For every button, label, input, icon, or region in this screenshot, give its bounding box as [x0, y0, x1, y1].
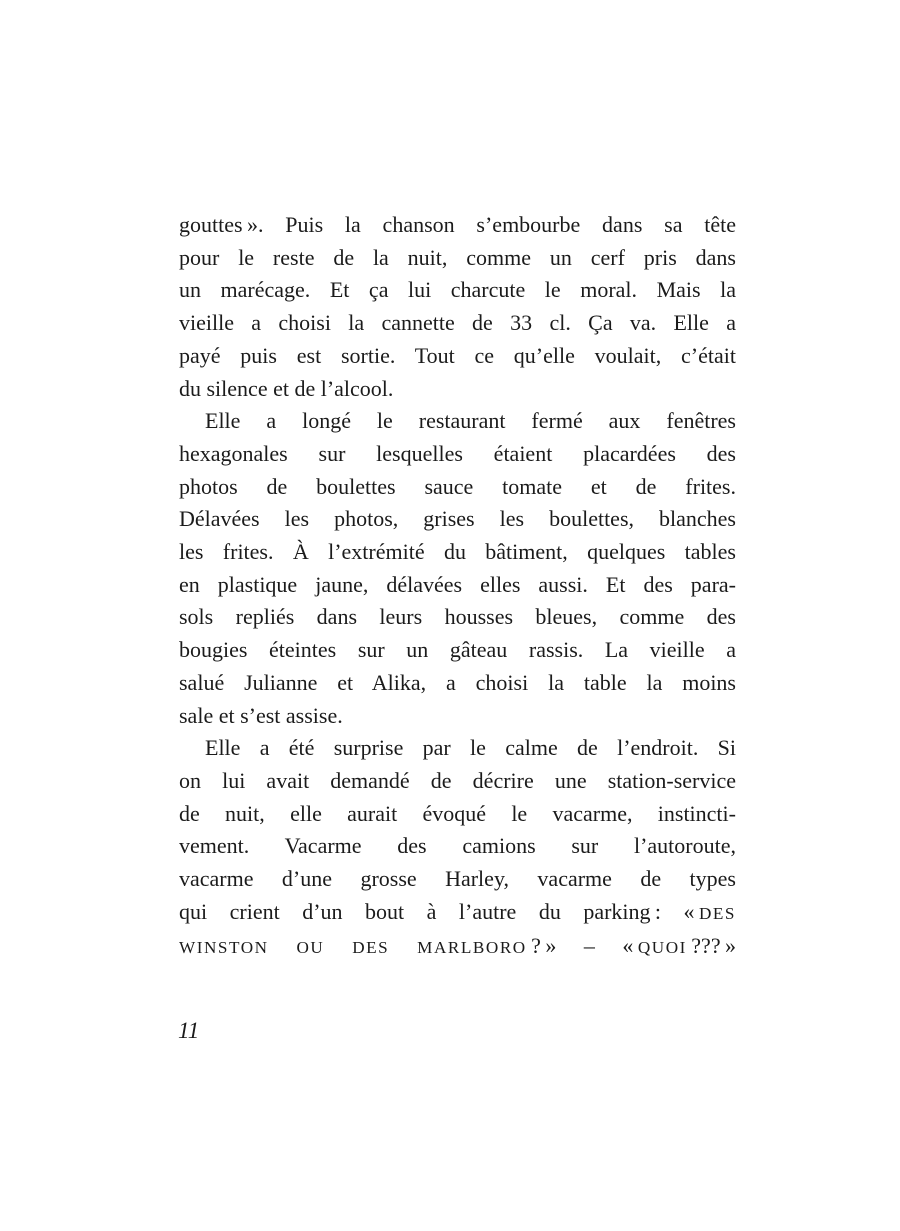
text-line [179, 340, 736, 373]
text-segment: qui crient d’un bout à l’autre du parking : « [179, 898, 699, 924]
text-segment: photos de boulettes sauce tomate et de frites. [179, 473, 736, 499]
text-line [179, 569, 736, 602]
small-caps-text: WINSTON OU DES MARLBORO [179, 938, 527, 958]
text-segment: hexagonales sur lesquelles étaient placardées des [179, 440, 736, 466]
text-segment: ? » – « [526, 933, 638, 959]
text-segment: Elle a longé le restaurant fermé aux fenêtres [205, 408, 736, 434]
text-line [179, 601, 736, 634]
text-line [179, 765, 736, 798]
text-line [179, 536, 736, 569]
text-segment: pour le reste de la nuit, comme un cerf pris dans [179, 244, 736, 270]
text-line [179, 438, 736, 471]
small-caps-text: QUOI [637, 938, 687, 958]
text-line [179, 798, 736, 831]
text-line [179, 307, 736, 340]
text-line [179, 667, 736, 700]
text-segment: Délavées les photos, grises les boulettes, blanches [179, 506, 736, 532]
text-segment: salué Julianne et Alika, a choisi la table la moins [179, 669, 736, 695]
text-segment: vacarme d’une grosse Harley, vacarme de types [179, 866, 736, 892]
text-segment: du silence et de l’alcool. [179, 375, 394, 401]
text-segment: de nuit, elle aurait évoqué le vacarme, instincti- [179, 800, 736, 826]
text-segment: les frites. À l’extrémité du bâtiment, quelques tables [179, 539, 736, 565]
text-segment: en plastique jaune, délavées elles aussi. Et des para- [179, 571, 736, 597]
text-segment: sols repliés dans leurs housses bleues, comme des [179, 604, 736, 630]
text-line [179, 700, 736, 733]
text-line [179, 471, 736, 504]
text-segment: sale et s’est assise. [179, 702, 343, 728]
text-segment: payé puis est sortie. Tout ce qu’elle voulait, c’était [179, 342, 736, 368]
text-line [179, 274, 736, 307]
small-caps-text: DES [698, 903, 736, 923]
text-line [179, 209, 736, 242]
text-segment: on lui avait demandé de décrire une station-service [179, 767, 736, 793]
text-segment: vement. Vacarme des camions sur l’autoroute, [179, 833, 736, 859]
body-text [179, 209, 736, 965]
text-line [179, 242, 736, 275]
text-line [179, 634, 736, 667]
text-segment: Elle a été surprise par le calme de l’endroit. Si [205, 735, 736, 761]
page-number: 11 [178, 1018, 200, 1043]
text-line [179, 373, 736, 406]
text-line [179, 896, 736, 931]
text-segment: ??? » [686, 933, 736, 959]
text-line [179, 830, 736, 863]
text-line [179, 503, 736, 536]
text-segment: gouttes ». Puis la chanson s’embourbe dans sa tête [179, 212, 736, 237]
text-line [179, 405, 736, 438]
text-segment: vieille a choisi la cannette de 33 cl. Ça va. Elle a [179, 310, 736, 336]
text-line [179, 732, 736, 765]
text-segment: un marécage. Et ça lui charcute le moral. Mais la [179, 277, 736, 303]
text-line [179, 930, 736, 965]
text-line [179, 863, 736, 896]
text-segment: bougies éteintes sur un gâteau rassis. La vieille a [179, 637, 736, 663]
